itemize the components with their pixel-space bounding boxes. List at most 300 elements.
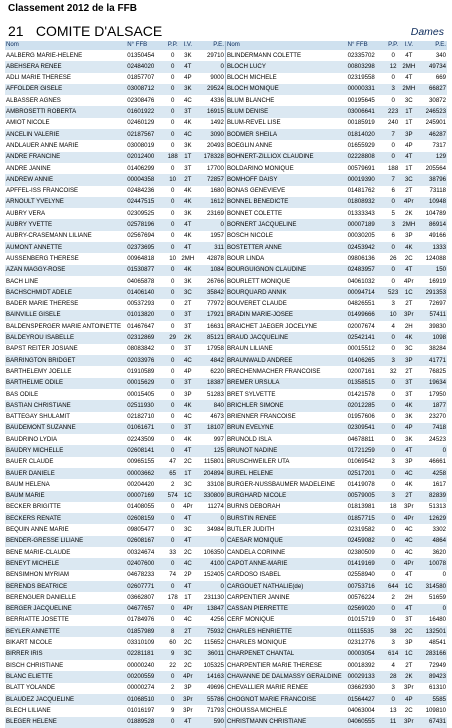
cell-pe: 997 <box>196 434 225 445</box>
cell-iv: 2K <box>405 209 413 217</box>
cell-pe: 245901 <box>425 119 446 127</box>
cell-pe: 115801 <box>196 457 225 468</box>
cell-pp: 644 <box>386 581 400 592</box>
cell-name: BONNEL BENEDICTE <box>225 197 346 208</box>
cell-iv: 3Pr <box>404 684 414 692</box>
cell-iv: 2T <box>400 491 418 502</box>
cell-name: BERGER JACQUELINE <box>5 604 126 615</box>
table-row <box>5 524 447 535</box>
cell-name: BRUN EVELYNE <box>225 423 346 434</box>
cell-ffb-number: 01015719 <box>347 616 375 624</box>
cell-pe: 7418 <box>418 423 447 434</box>
cell-pp: 0 <box>386 242 400 253</box>
table-row <box>5 366 447 377</box>
cell-pp: 0 <box>391 141 395 149</box>
cell-name: CHARPENET CHANTAL <box>225 649 346 660</box>
cell-pp: 4 <box>391 322 395 330</box>
cell-ffb-number: 01721259 <box>347 445 387 456</box>
committee-name: COMITE D'ALSACE <box>35 23 163 39</box>
cell-ffb-number: 00004358 <box>126 174 166 185</box>
table-row <box>5 163 447 174</box>
cell-iv: 3K <box>405 435 413 443</box>
col-header-pp: P.P. <box>167 41 178 49</box>
cell-pp: 574 <box>166 491 180 502</box>
cell-ffb-number: 02484020 <box>126 61 166 72</box>
cell-name: BOUVERET CLAUDE <box>226 300 287 308</box>
cell-iv: 2C <box>183 639 192 647</box>
cell-ffb-number: 02281181 <box>126 649 166 660</box>
cell-ffb-number: 02373695 <box>126 242 166 253</box>
cell-pp: 8 <box>166 626 180 637</box>
table-row <box>5 242 447 253</box>
cell-pp: 523 <box>386 287 400 298</box>
table-row <box>5 344 447 355</box>
cell-ffb-number: 01358515 <box>347 378 387 389</box>
cell-iv: 3C <box>400 174 418 185</box>
cell-pe: 1680 <box>196 186 225 197</box>
cell-name: AMIOT NICOLE <box>6 119 50 127</box>
table-row <box>5 604 447 615</box>
cell-ffb-number: 01068510 <box>126 694 166 705</box>
cell-ffb-number: 00030205 <box>347 232 375 240</box>
cell-pp: 0 <box>171 367 175 375</box>
cell-name: BORNERT JACQUELINE <box>225 219 346 230</box>
cell-pp: 11 <box>386 717 400 728</box>
cell-pe: 49734 <box>418 61 447 72</box>
cell-pe: 1957 <box>196 231 225 242</box>
cell-pe: 311 <box>196 242 225 253</box>
cell-ffb-number: 04678233 <box>127 571 155 579</box>
cell-pe: 51659 <box>429 593 446 601</box>
cell-name: BOMHOFF DAISY <box>225 174 346 185</box>
cell-pe: 0 <box>196 536 225 547</box>
cell-ffb-number: 00000240 <box>127 661 155 669</box>
cell-name: BOURQUARD ANNIK <box>225 287 346 298</box>
cell-ffb-number: 04826551 <box>347 300 375 308</box>
table-row <box>5 558 447 569</box>
cell-iv: 3P <box>405 639 413 647</box>
cell-iv: 2T <box>179 626 196 637</box>
cell-iv: 3C <box>183 480 192 488</box>
cell-name: BALDEYROU ISABELLE <box>5 332 126 343</box>
table-row <box>5 547 447 558</box>
cell-iv: 4C <box>404 526 413 534</box>
cell-pe: 204894 <box>196 468 225 479</box>
cell-name: BRUNOT NADINE <box>225 445 346 456</box>
table-row <box>5 186 447 197</box>
cell-iv: 2T <box>179 174 196 185</box>
cell-iv: 4K <box>400 332 418 343</box>
cell-pp: 0 <box>386 536 400 547</box>
cell-pp: 26 <box>389 254 397 262</box>
cell-pe: 0 <box>196 513 225 524</box>
cell-ffb-number: 02567694 <box>127 232 155 240</box>
table-row <box>5 321 447 332</box>
cell-name: BOLDARINO MONIQUE <box>226 164 294 172</box>
cell-pe: 30872 <box>429 96 446 104</box>
cell-ffb-number: 00579691 <box>347 164 375 172</box>
cell-iv: 4C <box>179 355 196 366</box>
cell-pe: 86914 <box>418 219 447 230</box>
cell-pe: 48541 <box>429 639 446 647</box>
cell-ffb-number: 02182710 <box>127 413 155 421</box>
cell-ffb-number: 02319582 <box>347 526 375 534</box>
cell-iv: 4T <box>179 581 196 592</box>
cell-name: BURGER-NUSSBAUMER MADELEINE <box>226 480 335 488</box>
cell-pe: 82839 <box>418 491 447 502</box>
cell-name: ANDRE FRANCINE <box>5 152 126 163</box>
cell-pp: 3 <box>386 84 400 95</box>
cell-pe: 17958 <box>196 344 225 355</box>
cell-name: BLUM BLANCHE <box>226 96 275 104</box>
cell-pe: 4336 <box>196 95 225 106</box>
cell-ffb-number: 00579005 <box>347 491 387 502</box>
cell-ffb-number: 02484236 <box>127 187 155 195</box>
cell-name: BOURLETT MONIQUE <box>226 277 291 285</box>
cell-pp: 0 <box>166 536 180 547</box>
cell-iv: 1C <box>400 581 418 592</box>
cell-name: BENDER-GRESSE LILIANE <box>5 536 126 547</box>
cell-ffb-number: 02459082 <box>347 536 387 547</box>
cell-name: CAESAR MONIQUE <box>225 536 346 547</box>
cell-name: BREMER URSULA <box>225 378 346 389</box>
cell-iv: 3T <box>179 106 196 117</box>
cell-name: CHARLES MONIQUE <box>226 639 287 647</box>
cell-pe: 14163 <box>196 671 225 682</box>
cell-iv: 4K <box>400 400 418 411</box>
cell-pp: 9 <box>166 649 180 660</box>
cell-pe: 590 <box>196 717 225 728</box>
cell-pp: 0 <box>166 61 180 72</box>
cell-pe: 129 <box>418 152 447 163</box>
cell-ffb-number: 00576224 <box>347 593 375 601</box>
cell-pe: 17921 <box>196 310 225 321</box>
cell-ffb-number: 00803298 <box>347 61 387 72</box>
cell-name: CANDELA CORINNE <box>226 548 286 556</box>
table-row <box>5 118 447 129</box>
cell-iv: 1C <box>179 491 196 502</box>
cell-ffb-number: 02483957 <box>347 265 387 276</box>
cell-iv: 4T <box>179 219 196 230</box>
cell-iv: 2MH <box>400 61 418 72</box>
cell-pe: 61310 <box>429 684 446 692</box>
table-row <box>5 457 447 468</box>
col-header-pp: P.P. <box>388 41 399 49</box>
table-row <box>5 106 447 117</box>
cell-name: BRET SYLVETTE <box>226 390 276 398</box>
cell-iv: 4C <box>404 548 413 556</box>
cell-name: BERENGUER DANIELLE <box>6 593 76 601</box>
cell-iv: 4Pr <box>404 277 414 285</box>
cell-pp: 0 <box>171 51 175 59</box>
cell-name: CARDOSO ISABEL <box>226 571 281 579</box>
cell-iv: 3K <box>184 141 192 149</box>
cell-name: BARTHELME ODILE <box>5 378 126 389</box>
cell-name: ARNOULT YVELYNE <box>5 197 126 208</box>
cell-pp: 12 <box>386 61 400 72</box>
cell-pe: 104789 <box>425 209 446 217</box>
table-row <box>5 717 447 728</box>
cell-pp: 0 <box>166 197 180 208</box>
cell-pe: 23169 <box>196 208 225 219</box>
cell-ffb-number: 02511930 <box>126 400 166 411</box>
cell-iv: 2C <box>404 254 413 262</box>
cell-pe: 10948 <box>418 197 447 208</box>
cell-pp: 60 <box>169 639 177 647</box>
cell-iv: 4Pr <box>400 513 418 524</box>
cell-iv: 2C <box>183 548 192 556</box>
cell-iv: 1C <box>400 649 418 660</box>
cell-pp: 0 <box>171 209 175 217</box>
cell-ffb-number: 01115535 <box>347 626 387 637</box>
cell-pp: 7 <box>386 129 400 140</box>
cell-ffb-number: 00094714 <box>347 287 387 298</box>
cell-ffb-number: 00204420 <box>127 480 155 488</box>
cell-ffb-number: 00029133 <box>347 671 387 682</box>
cell-iv: 2C <box>400 626 418 637</box>
cell-pe: 1612 <box>196 197 225 208</box>
cell-ffb-number: 02007674 <box>347 322 375 330</box>
cell-ffb-number: 00015629 <box>126 378 166 389</box>
cell-ffb-number: 01601922 <box>126 106 166 117</box>
cell-pe: 4258 <box>418 468 447 479</box>
cell-pe: 115652 <box>196 637 225 648</box>
cell-ffb-number: 04060555 <box>347 717 387 728</box>
cell-name: BAUM MARIE <box>5 491 126 502</box>
cell-ffb-number: 01957606 <box>347 413 375 421</box>
cell-iv: 4T <box>179 61 196 72</box>
cell-ffb-number: 02187567 <box>126 129 166 140</box>
cell-name: ABEHSERA RENEE <box>5 61 126 72</box>
cell-pe: 1617 <box>432 480 446 488</box>
cell-pp: 0 <box>386 378 400 389</box>
table-row <box>5 50 447 61</box>
table-row <box>5 95 447 106</box>
cell-iv: 3K <box>184 209 192 217</box>
cell-name: AUBRY VERA <box>6 209 46 217</box>
cell-pe: 1098 <box>418 332 447 343</box>
cell-pp: 3 <box>391 639 395 647</box>
cell-iv: 1T <box>405 119 413 127</box>
cell-pe: 283166 <box>418 649 447 660</box>
cell-pp: 6 <box>391 232 395 240</box>
cell-name: BRAUN LILIANE <box>226 345 273 353</box>
cell-pe: 105325 <box>196 660 225 671</box>
cell-iv: 4K <box>405 480 413 488</box>
cell-name: BEYLER ANNETTE <box>5 626 126 637</box>
cell-name: BISCH CHRISTIANE <box>6 661 64 669</box>
cell-iv: 2MH <box>400 84 418 95</box>
cell-ffb-number: 00007169 <box>126 491 166 502</box>
cell-iv: 3T <box>179 378 196 389</box>
table-row <box>5 479 447 490</box>
table-row <box>5 287 447 298</box>
cell-pe: 13847 <box>196 604 225 615</box>
cell-name: ANDLAUER ANNE MARIE <box>6 141 79 149</box>
cell-pp: 3 <box>391 300 395 308</box>
cell-name: BRUSCHWEILER UTA <box>226 458 290 466</box>
cell-pe: 1084 <box>196 265 225 276</box>
cell-pp: 0 <box>166 671 180 682</box>
table-row <box>5 592 447 603</box>
table-row <box>5 84 447 95</box>
cell-iv: 3T <box>400 378 418 389</box>
cell-pp: 0 <box>166 581 180 592</box>
cell-ffb-number: 04677657 <box>126 604 166 615</box>
table-row <box>5 208 447 219</box>
cell-ffb-number: 01808932 <box>347 197 387 208</box>
cell-name: BLOCH MICHELE <box>226 74 277 82</box>
cell-name: BLECH LILIANE <box>6 706 51 714</box>
cell-iv: 3C <box>179 649 196 660</box>
cell-pp: 10 <box>386 310 400 321</box>
cell-pp: 0 <box>171 187 175 195</box>
cell-pp: 2 <box>171 480 175 488</box>
cell-ffb-number: 09805477 <box>127 526 155 534</box>
cell-pe: 152405 <box>196 570 225 581</box>
cell-pe: 41771 <box>418 355 447 366</box>
cell-name: BURSTIN RENEE <box>225 513 346 524</box>
cell-pp: 3 <box>386 355 400 366</box>
cell-pp: 0 <box>386 400 400 411</box>
cell-pe: 1333 <box>418 242 447 253</box>
cell-ffb-number: 01814020 <box>347 129 387 140</box>
cell-pe: 10078 <box>418 558 447 569</box>
cell-iv: 2H <box>404 322 413 330</box>
cell-ffb-number: 02309541 <box>347 423 387 434</box>
cell-name: BRIENNER FRANCOISE <box>226 413 296 421</box>
cell-ffb-number: 00537293 <box>127 300 155 308</box>
cell-pp: 188 <box>166 152 180 163</box>
cell-pe: 72697 <box>429 300 446 308</box>
table-row <box>5 412 447 423</box>
col-header-iv: I.V. <box>179 41 196 50</box>
cell-ffb-number: 02453942 <box>347 242 387 253</box>
cell-ffb-number: 02517201 <box>347 468 387 479</box>
cell-iv: 3T <box>179 310 196 321</box>
cell-iv: 4Pr <box>183 503 193 511</box>
cell-ffb-number: 01069542 <box>347 458 375 466</box>
cell-iv: 4C <box>183 96 192 104</box>
cell-pp: 0 <box>171 232 175 240</box>
cell-ffb-number: 01499666 <box>347 310 387 321</box>
cell-pe: 669 <box>435 74 446 82</box>
cell-ffb-number: 00965155 <box>127 458 155 466</box>
cell-iv: 4Pr <box>179 671 196 682</box>
cell-pe: 72857 <box>196 174 225 185</box>
cell-name: CARGOUET NATHALIE(de) <box>225 581 346 592</box>
cell-iv: 3Pr <box>400 717 418 728</box>
cell-pe: 132501 <box>418 626 447 637</box>
cell-pp: 22 <box>169 661 177 669</box>
cell-iv: 1T <box>184 593 192 601</box>
cell-pe: 38796 <box>418 174 447 185</box>
cell-iv: 4C <box>179 129 196 140</box>
cell-iv: 3P <box>405 232 413 240</box>
cell-ffb-number: 00324674 <box>127 548 155 556</box>
table-header-row <box>5 41 447 50</box>
table-row <box>5 400 447 411</box>
cell-name: BRAUNWALD ANDREE <box>225 355 346 366</box>
cell-pe: 12629 <box>418 513 447 524</box>
cell-pp: 0 <box>166 694 180 705</box>
cell-iv: 2K <box>179 332 196 343</box>
cell-ffb-number: 01061671 <box>126 423 166 434</box>
cell-pe: 72949 <box>429 661 446 669</box>
cell-name: BURGHARD NICOLE <box>225 491 346 502</box>
cell-name: BRADIN MARIE-JOSEE <box>225 310 346 321</box>
cell-pe: 34984 <box>196 524 225 535</box>
cell-name: BONNET COLETTE <box>226 209 283 217</box>
cell-name: CHOUISSA MICHELE <box>226 706 288 714</box>
cell-name: BOSTETTER ANNE <box>225 242 346 253</box>
cell-pp: 0 <box>166 400 180 411</box>
cell-ffb-number: 02578196 <box>126 219 166 230</box>
cell-pe: 49696 <box>196 683 225 694</box>
table-row <box>5 174 447 185</box>
cell-ffb-number: 04063004 <box>347 706 375 714</box>
cell-iv: 4T <box>405 571 413 579</box>
cell-pp: 18 <box>389 503 397 511</box>
table-row <box>5 705 447 716</box>
cell-pp: 4 <box>391 661 395 669</box>
cell-ffb-number: 03008019 <box>127 141 155 149</box>
cell-pe: 51283 <box>196 389 225 400</box>
cell-name: BADER MARIE THERESE <box>6 300 79 308</box>
cell-pp: 0 <box>386 445 400 456</box>
cell-ffb-number: 00003662 <box>126 468 166 479</box>
cell-pe: 5585 <box>418 694 447 705</box>
cell-name: BLATT YOLANDE <box>6 684 56 692</box>
cell-pe: 35842 <box>196 287 225 298</box>
cell-name: BENEYT MICHELE <box>5 558 126 569</box>
cell-pp: 0 <box>166 84 180 95</box>
cell-pp: 0 <box>166 604 180 615</box>
cell-name: BATTEGAY SHULAMIT <box>6 413 70 421</box>
cell-ffb-number: 01481762 <box>347 187 375 195</box>
cell-name: CHARLES HENRIETTE <box>225 626 346 637</box>
cell-name: BLEGER HELENE <box>5 717 126 728</box>
cell-iv: 3K <box>184 51 192 59</box>
cell-pp: 0 <box>391 526 395 534</box>
cell-pp: 5 <box>391 209 395 217</box>
cell-name: BLOCH MONIQUE <box>225 84 346 95</box>
cell-iv: 2T <box>184 300 192 308</box>
cell-ffb-number: 01467647 <box>127 322 155 330</box>
cell-iv: 3Pr <box>404 503 414 511</box>
cell-iv: 2MH <box>400 219 418 230</box>
cell-iv: 4Pr <box>400 558 418 569</box>
table-row <box>5 355 447 366</box>
cell-ffb-number: 01889528 <box>126 717 166 728</box>
cell-pe: 9000 <box>196 73 225 84</box>
cell-name: ANDREW ANNIE <box>5 174 126 185</box>
cell-pe: 0 <box>196 61 225 72</box>
cell-iv: 3T <box>184 322 192 330</box>
cell-iv: 4P <box>405 141 413 149</box>
cell-pp: 47 <box>169 458 177 466</box>
cell-pp: 0 <box>391 345 395 353</box>
cell-iv: 4T <box>179 513 196 524</box>
cell-ffb-number: 01813981 <box>347 503 375 511</box>
cell-name: BACH LINE <box>6 277 39 285</box>
cell-pe: 16631 <box>196 321 225 332</box>
cell-ffb-number: 03662807 <box>127 593 155 601</box>
cell-pp: 0 <box>386 423 400 434</box>
cell-pe: 16919 <box>429 277 446 285</box>
cell-pe: 38284 <box>429 345 446 353</box>
cell-name: BENE MARIE-CLAUDE <box>6 548 71 556</box>
